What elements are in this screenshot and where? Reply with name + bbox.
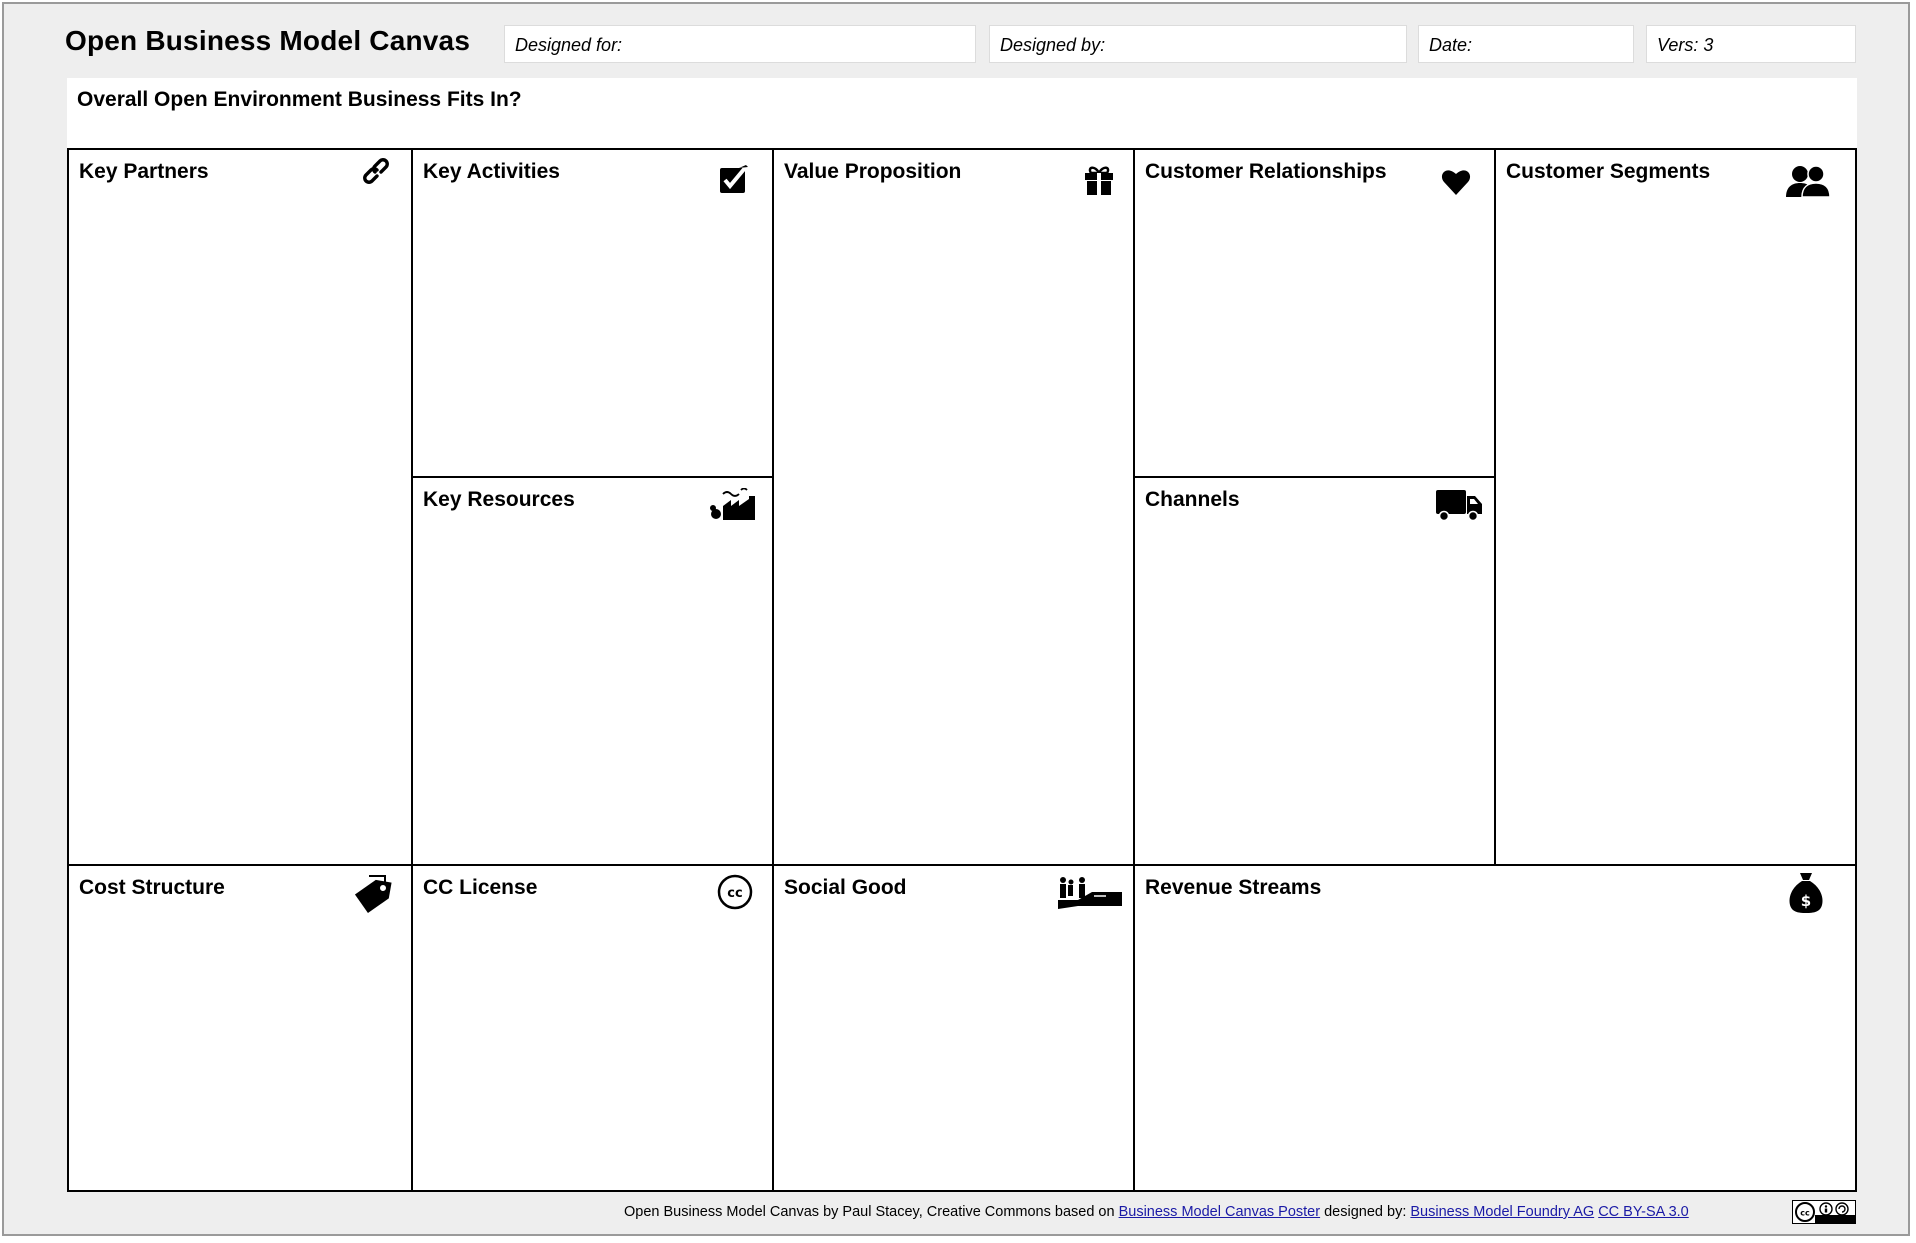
cost-structure-label: Cost Structure xyxy=(79,876,225,899)
designed-by-field[interactable]: Designed by: xyxy=(989,25,1407,63)
cost-structure-block[interactable] xyxy=(67,864,413,1192)
svg-text:cc: cc xyxy=(1800,1208,1810,1218)
channels-block[interactable] xyxy=(1133,476,1496,866)
people-icon xyxy=(1784,164,1832,198)
footer-text-1: Open Business Model Canvas by Paul Stacey, Creative Commons based on xyxy=(624,1204,1119,1220)
checkbox-icon xyxy=(719,164,749,194)
footer-text-2: designed by: xyxy=(1320,1204,1411,1220)
customer-relationships-label: Customer Relationships xyxy=(1145,160,1387,183)
social-good-label: Social Good xyxy=(784,876,907,899)
cc-license-label: CC License xyxy=(423,876,538,899)
value-proposition-block[interactable] xyxy=(772,148,1135,866)
customer-relationships-block[interactable] xyxy=(1133,148,1496,478)
date-field[interactable]: Date: xyxy=(1418,25,1634,63)
key-partners-block[interactable] xyxy=(67,148,413,866)
designed-for-field[interactable]: Designed for: xyxy=(504,25,976,63)
social-good-block[interactable] xyxy=(772,864,1135,1192)
key-resources-block[interactable] xyxy=(411,476,774,866)
price-tag-icon xyxy=(353,874,397,918)
key-resources-label: Key Resources xyxy=(423,488,575,511)
revenue-streams-block[interactable] xyxy=(1133,864,1857,1192)
hand-people-icon xyxy=(1058,876,1124,912)
cc-by-sa-link[interactable]: CC BY-SA 3.0 xyxy=(1598,1204,1689,1220)
environment-block[interactable] xyxy=(67,78,1857,150)
cc-by-sa-badge[interactable] xyxy=(1792,1200,1856,1224)
truck-icon xyxy=(1435,486,1483,522)
business-model-foundry-link[interactable]: Business Model Foundry AG xyxy=(1410,1204,1595,1220)
cc-icon xyxy=(717,874,753,910)
link-icon xyxy=(363,158,395,190)
version-field[interactable]: Vers: 3 xyxy=(1646,25,1856,63)
money-bag-icon xyxy=(1789,870,1823,914)
customer-segments-label: Customer Segments xyxy=(1506,160,1711,183)
svg-text:cc: cc xyxy=(727,886,743,901)
business-model-canvas xyxy=(67,78,1857,1192)
canvas-poster-link[interactable]: Business Model Canvas Poster xyxy=(1118,1204,1321,1220)
channels-label: Channels xyxy=(1145,488,1240,511)
svg-text:$: $ xyxy=(1800,892,1812,910)
key-partners-label: Key Partners xyxy=(79,160,209,183)
key-activities-block[interactable] xyxy=(411,148,774,478)
canvas-sheet xyxy=(2,2,1910,1236)
cc-license-block[interactable] xyxy=(411,864,774,1192)
revenue-streams-label: Revenue Streams xyxy=(1145,876,1322,899)
gift-icon xyxy=(1084,164,1114,196)
attribution-footer xyxy=(624,1204,1689,1220)
customer-segments-block[interactable] xyxy=(1494,148,1857,866)
value-proposition-label: Value Proposition xyxy=(784,160,962,183)
page-title: Open Business Model Canvas xyxy=(65,25,471,56)
heart-icon xyxy=(1441,168,1471,196)
environment-label: Overall Open Environment Business Fits In? xyxy=(77,88,522,111)
key-activities-label: Key Activities xyxy=(423,160,560,183)
factory-icon xyxy=(709,488,757,522)
